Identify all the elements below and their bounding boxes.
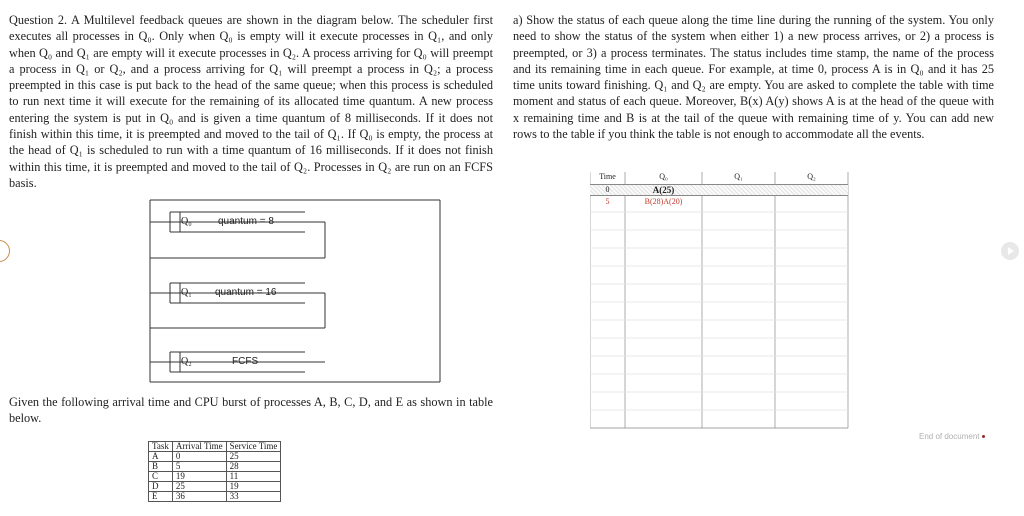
end-of-document-label: End of document <box>919 432 980 441</box>
queue-label-q2: FCFS <box>232 356 259 367</box>
header-cell: Service Time <box>226 442 281 452</box>
cell: 19 <box>172 472 226 482</box>
instructions-text: a) Show the status of each queue along the time line during the running of the system. You only need to show the status of the system when either 1) a new process arrives, or 2) a process is preempted, or 3) a process terminates. The status includes time stamp, the name of the process and its remaining time in each queue. For example, at time 0, process A is in Q₀ and it has 25 time units toward finishing. Q₁ and Q₂ are empty. You are asked to complete the table with time moment and status of each queue. Moreover, B(x) A(y) shows A is at the head of the queue with x remaining time and B is at the tail of the queue with remaining time of y. You can add new rows to the table if you think the table is not enough to accommodate all the events. <box>513 13 994 142</box>
status-table-grid <box>590 172 852 432</box>
cell: 11 <box>226 472 281 482</box>
previous-page-button[interactable] <box>0 240 10 262</box>
given-text: Given the following arrival time and CPU burst of processes A, B, C, D, and E as shown in table below. <box>9 395 493 426</box>
cell: 36 <box>172 492 226 502</box>
queue-label-q0: quantum = 8 <box>218 216 274 227</box>
status-cell-q0: B(28)A(20) <box>644 197 683 206</box>
cell: 28 <box>226 462 281 472</box>
cell: D <box>149 482 173 492</box>
queue-label-q1: quantum = 16 <box>215 287 277 298</box>
dot-icon <box>982 435 985 438</box>
table-row <box>149 482 281 492</box>
table-row <box>149 462 281 472</box>
next-page-button[interactable] <box>1001 242 1019 260</box>
cell: 5 <box>172 462 226 472</box>
table-row <box>149 492 281 502</box>
cell: B <box>149 462 173 472</box>
status-header-q1: Q₁ <box>734 172 743 181</box>
status-header-time: Time <box>599 172 616 181</box>
cell: A <box>149 452 173 462</box>
mlfq-diagram-lines <box>130 196 460 386</box>
end-of-document <box>919 432 985 441</box>
status-cell-time: 5 <box>605 197 610 206</box>
status-header-q0: Q₀ <box>659 172 668 181</box>
cell: 25 <box>226 452 281 462</box>
task-table-header <box>149 442 281 452</box>
status-cell-time: 0 <box>605 185 610 194</box>
cell: 25 <box>172 482 226 492</box>
mlfq-diagram <box>130 196 460 386</box>
cell: C <box>149 472 173 482</box>
cell: 19 <box>226 482 281 492</box>
queue-name-q2: Q₂ <box>181 356 192 367</box>
status-header-q2: Q₂ <box>807 172 816 181</box>
header-cell: Task <box>149 442 173 452</box>
status-cell-q0: A(25) <box>652 185 675 195</box>
table-row <box>149 472 281 482</box>
queue-name-q0: Q₀ <box>181 216 192 227</box>
question-text: Question 2. A Multilevel feedback queues are shown in the diagram below. The scheduler first executes all processes in Q₀. Only when Q₀ is empty will it execute processes in Q₁, and only when Q₀ and Q₁ are empty will it execute processes in Q₂. A process arriving for Q₀ will preempt a process in Q₁ or Q₂, and a process arriving for Q₁ will preempt a process in Q₂; a process preempted in this case is put back to the head of the same queue; when this process is scheduled to run next time it will execute for the remaining of its allocated time quantum. A new process entering the system is put in Q₀ and is given a time quantum of 8 milliseconds. If it does not finish within this time, it is preempted and moved to the tail of Q₁. If Q₀ is empty, the process at the head of Q₁ is scheduled to run with a time quantum of 16 milliseconds. If it does not finish within this time, it is preempted and moved to the tail of Q₂. Processes in Q₂ are run on an FCFS basis. <box>9 13 493 190</box>
header-cell: Arrival Time <box>172 442 226 452</box>
cell: E <box>149 492 173 502</box>
cell: 0 <box>172 452 226 462</box>
queue-name-q1: Q₁ <box>181 287 192 298</box>
cell: 33 <box>226 492 281 502</box>
task-table <box>148 441 281 502</box>
table-row <box>149 452 281 462</box>
